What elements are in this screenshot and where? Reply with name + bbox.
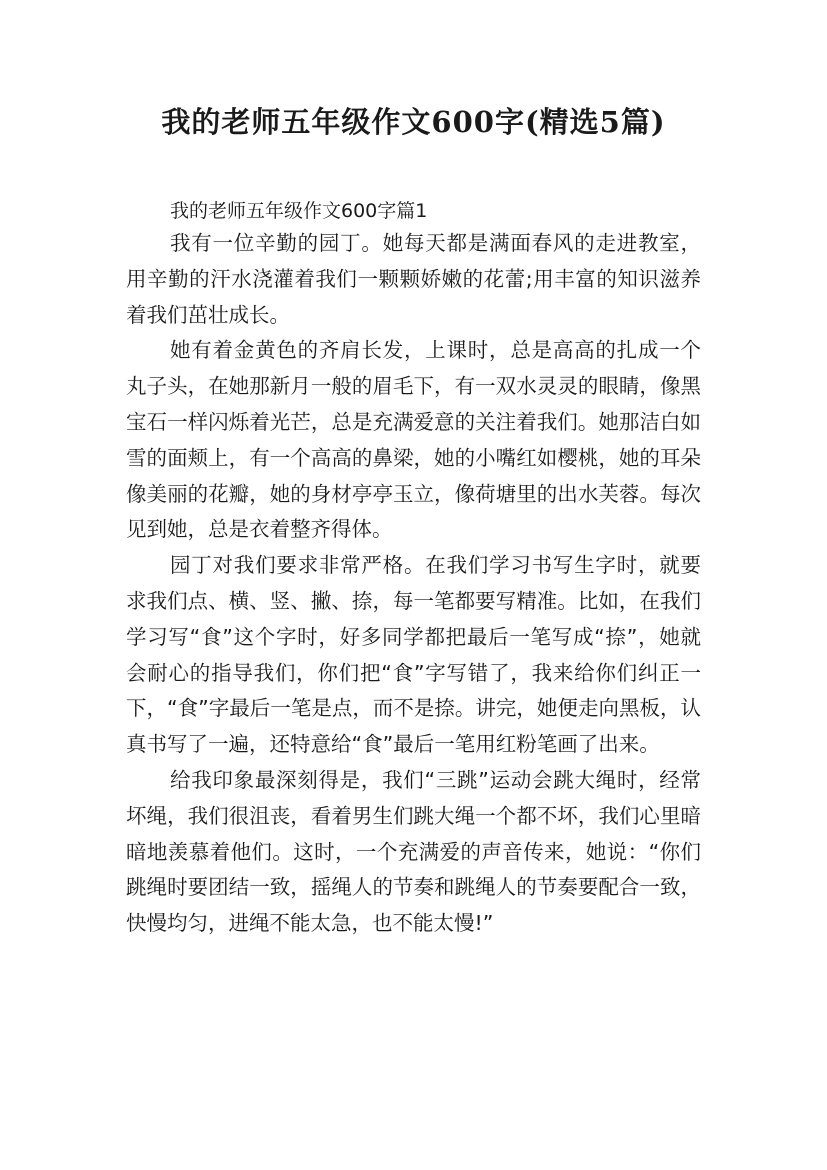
paragraph-2: 她有着金黄色的齐肩长发，上课时，总是高高的扎成一个丸子头，在她那新月一般的眉毛下，有一双水灵灵的眼睛，像黑宝石一样闪烁着光芒，总是充满爱意的关注着我们。她那洁白如雪的面颊上，有一个高高的鼻梁，她的小嘴红如樱桃，她的耳朵像美丽的花瓣，她的身材亭亭玉立，像荷塘里的出水芙蓉。每次见到她，总是衣着整齐得体。 (126, 338, 701, 542)
paragraph-1: 我有一位辛勤的园丁。她每天都是满面春风的走进教室，用辛勤的汗水浇灌着我们一颗颗娇嫩的花蕾;用丰富的知识滋养着我们茁壮成长。 (126, 231, 701, 327)
document-title: 我的老师五年级作文600字(精选5篇) (161, 105, 666, 139)
section-heading: 我的老师五年级作文600字篇1 (170, 200, 428, 222)
paragraph-4: 给我印象最深刻得是，我们“三跳”运动会跳大绳时，经常坏绳，我们很沮丧，看着男生们跳大绳一个都不坏，我们心里暗暗地羡慕着他们。这时，一个充满爱的声音传来，她说：“你们跳绳时要团结一致，摇绳人的节奏和跳绳人的节奏要配合一致，快慢均匀，进绳不能太急，也不能太慢!” (126, 767, 701, 936)
paragraph-3: 园丁对我们要求非常严格。在我们学习书写生字时，就要求我们点、横、竖、撇、捺，每一笔都要写精准。比如，在我们学习写“食”这个字时，好多同学都把最后一笔写成“捺”，她就会耐心的指导我们，你们把“食”字写错了，我来给你们纠正一下，“食”字最后一笔是点，而不是捺。讲完，她便走向黑板，认真书写了一遍，还特意给“食”最后一笔用红粉笔画了出来。 (126, 553, 701, 757)
article-body (126, 226, 701, 942)
